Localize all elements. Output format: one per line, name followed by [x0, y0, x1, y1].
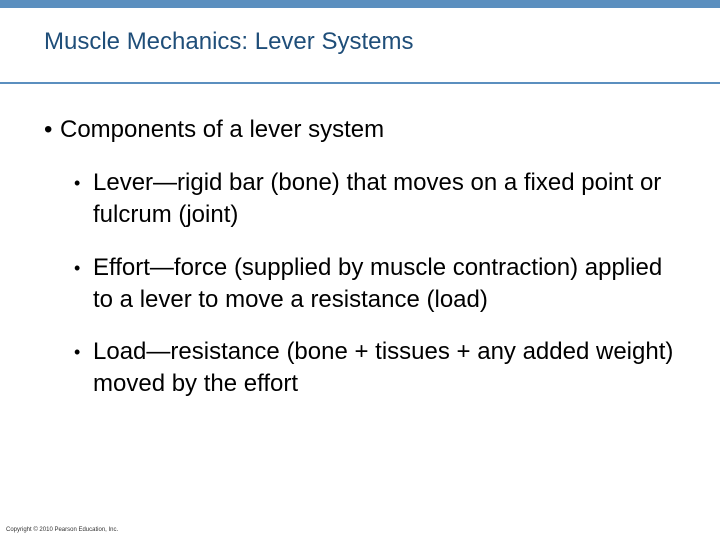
sub-bullet-text: Load—resistance (bone + tissues + any added weight) moved by the effort	[93, 338, 674, 397]
copyright-notice: Copyright © 2010 Pearson Education, Inc.	[6, 527, 119, 533]
bullet-icon: •	[74, 258, 81, 278]
main-bullet-point	[44, 116, 384, 144]
sub-bullet-text: Effort—force (supplied by muscle contraction) applied to a lever to move a resistance (load)	[93, 254, 663, 313]
sub-bullet-lever	[74, 167, 674, 231]
main-bullet-text: Components of a lever system	[60, 116, 385, 143]
sub-bullet-load	[74, 336, 674, 400]
bullet-icon: •	[74, 342, 81, 362]
title-divider	[0, 82, 720, 84]
sub-bullet-effort	[74, 252, 674, 316]
top-accent-bar	[0, 0, 720, 8]
bullet-icon: •	[44, 116, 53, 143]
bullet-icon: •	[74, 173, 81, 193]
sub-bullet-text: Lever—rigid bar (bone) that moves on a fixed point or fulcrum (joint)	[93, 169, 662, 228]
slide-title: Muscle Mechanics: Lever Systems	[44, 28, 414, 55]
